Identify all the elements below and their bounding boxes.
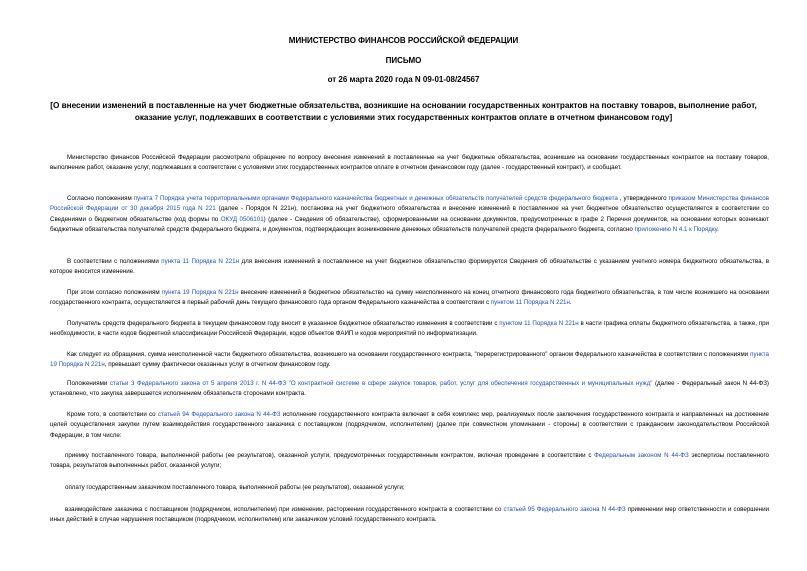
- link-order-221-p19[interactable]: пункта 19 Порядка N 221н: [161, 289, 239, 296]
- paragraph-4: [50, 288, 769, 309]
- text-span: (далее - Федеральный закон N 44-ФЗ) установлено, что закупка завершается исполнением обязательств сторонами контракта.: [50, 380, 769, 398]
- link-44fz[interactable]: Федеральным законом N 44-ФЗ: [594, 452, 689, 459]
- link-appendix-4-1[interactable]: приложению N 4.1 к Порядку: [634, 226, 718, 234]
- text-span: , утвержденного: [617, 195, 669, 202]
- text-span: экспертизы поставленного товара, результатов выполненных работ, оказанной услуги;: [50, 452, 770, 470]
- text-span: Согласно положениям: [67, 195, 134, 202]
- text-span: .: [569, 299, 572, 307]
- text-span: исполнение государственного контракта включает в себя комплекс мер, реализуемых после заключения государственного контракта и направленных на достижение целей осуществления закупки путем взаимодействия государственного заказчика с поставщиком (подрядчиком, исполнителем) (далее при совместном упоминании - стороны) в соответствии с гражданским законодательством Российской Федерации, в том числе:: [50, 411, 770, 439]
- text-span: Получатель средств федерального бюджета в текущем финансовом году вносит в указанное бюджетное обязательство изменения в соответствии с: [67, 320, 500, 327]
- text-span: ) (далее - Сведения об обязательстве), сформированными на основании документов, предусмотренных в графе 2 Перечня документов, на основании которых возникают бюджетные обязательства получателей средств федерального бюджета, и документов, подтверждающих возникновение денежных обязательств получателей средств федерального бюджета, согласно: [50, 215, 770, 234]
- paragraph-8: [50, 410, 769, 441]
- text-span: для внесения изменений в поставленное на учет бюджетное обязательство формируется Сведения об обязательстве с указанием учетного номера бюджетного обязательства, в которое вносится изменение.: [50, 258, 769, 276]
- text-span: Как следует из обращения, сумма неисполненной части бюджетного обязательства, возникшего на основании государственного контракта, "перерегистрированного" органом Федерального казначейства в соответствии с положениями: [67, 351, 751, 358]
- document-subject: [О внесении изменений в поставленные на учет бюджетные обязательства, возникшие на основании государственных контрактов на поставку товаров, выполнение работ, оказание услуг, подлежавших в соответствии с условиями этих государственных контрактов оплате в отчетном финансовом году]: [50, 101, 757, 122]
- link-order-221-p11[interactable]: пунктом 11 Порядка N 221н: [499, 320, 579, 327]
- text-span: Кроме того, в соответствии со: [67, 411, 158, 418]
- link-order-221-p7[interactable]: пункта 7 Порядка учета территориальными органами Федерального казначейства бюджетных и денежных обязательств получателей средств федерального бюджета: [133, 195, 618, 202]
- paragraph-6: [50, 350, 769, 371]
- link-okud-0506101[interactable]: ОКУД 0506101: [220, 215, 264, 223]
- link-order-221-p11[interactable]: пункта 11 Порядка N 221н: [161, 258, 240, 265]
- ministry-heading: МИНИСТЕРСТВО ФИНАНСОВ РОССИЙСКОЙ ФЕДЕРАЦИИ: [288, 36, 519, 45]
- link-order-221-p11[interactable]: пунктом 11 Порядка N 221н: [490, 299, 570, 307]
- link-minfin-order-221[interactable]: приказом Министерства финансов Российской Федерации от 30 декабря 2015 года N 221: [50, 195, 770, 213]
- text-span: Положениями: [67, 380, 110, 387]
- text-span: (далее - Порядок N 221н), постановка на учет бюджетного обязательства и внесение изменений в поставленное на учет бюджетное обязательство осуществляется в соответствии со Сведениями о бюджетном обязательстве (код формы по: [50, 205, 769, 223]
- paragraph-9: [50, 451, 769, 472]
- document-date-number: от 26 марта 2020 года N 09-01-08/24567: [327, 75, 480, 84]
- paragraph-3: [50, 257, 769, 278]
- link-44fz-article-95[interactable]: статьей 95 Федерального закона N 44-ФЗ: [503, 506, 626, 513]
- text-span: в части графика оплаты бюджетного обязательства, а также, при необходимости, в части кодов бюджетной классификации Российской Федерации, кодов объектов ФАИП и кодов мероприятий по информатизации.: [50, 320, 769, 338]
- paragraph-11: [50, 505, 769, 526]
- text-span: применении мер ответственности и совершении иных действий в случае нарушения поставщиком (подрядчиком, исполнителем) или заказчиком условий государственного контракта.: [50, 506, 769, 524]
- text-span: приемку поставленного товара, выполненной работы (ее результатов), оказанной услуги, предусмотренных государственным контрактом, включая проведение в соответствии с: [65, 452, 595, 459]
- paragraph-5: [50, 319, 769, 340]
- link-44fz-article-94[interactable]: статьей 94 Федерального закона N 44-ФЗ: [157, 411, 281, 418]
- text-span: В соответствии с положениями: [67, 258, 162, 265]
- paragraph-2: [50, 194, 769, 236]
- text-span: При этом согласно положениям: [67, 289, 162, 296]
- link-order-221-p19[interactable]: пункта 19 Порядка N 221н: [50, 351, 769, 369]
- paragraph-7: [50, 379, 769, 400]
- text-span: взаимодействие заказчика с поставщиком (подрядчиком, исполнителем) при изменении, расторжении государственного контракта в соответствии со: [65, 506, 504, 513]
- link-44fz-article-3[interactable]: статьи 3 Федерального закона от 5 апреля 2013 г. N 44-ФЗ "О контрактной системе в сфере закупок товаров, работ, услуг для обеспечения государственных и муниципальных нужд": [109, 380, 653, 387]
- document-type: ПИСЬМО: [385, 56, 422, 65]
- text-span: , превышает сумму фактически оказанных услуг в отчетном финансовом году.: [104, 361, 331, 369]
- text-span: .: [717, 226, 719, 234]
- paragraph-10: оплату государственным заказчиком поставленного товара, выполненной работы (ее результатов), оказанной услуги;: [65, 484, 405, 491]
- text-span: внесение изменений в бюджетное обязательство на сумму неисполненного на конец отчетного финансового года бюджетного обязательства, в том числе возникшего на основании государственного контракта, осуществляется в первый рабочий день текущего финансового года органом Федерального казначейства в соответствии с: [50, 289, 769, 307]
- paragraph-1: Министерство финансов Российской Федерации рассмотрело обращение по вопросу внесения изменений в поставленные на учет бюджетные обязательства, возникшие на основании государственных контрактов на поставку товаров, выполнение работ, оказание услуг, подлежавших в соответствии с условиями этих государственных контрактов оплате в отчетном финансовом году (далее - государственный контракт), и сообщает.: [50, 154, 769, 172]
